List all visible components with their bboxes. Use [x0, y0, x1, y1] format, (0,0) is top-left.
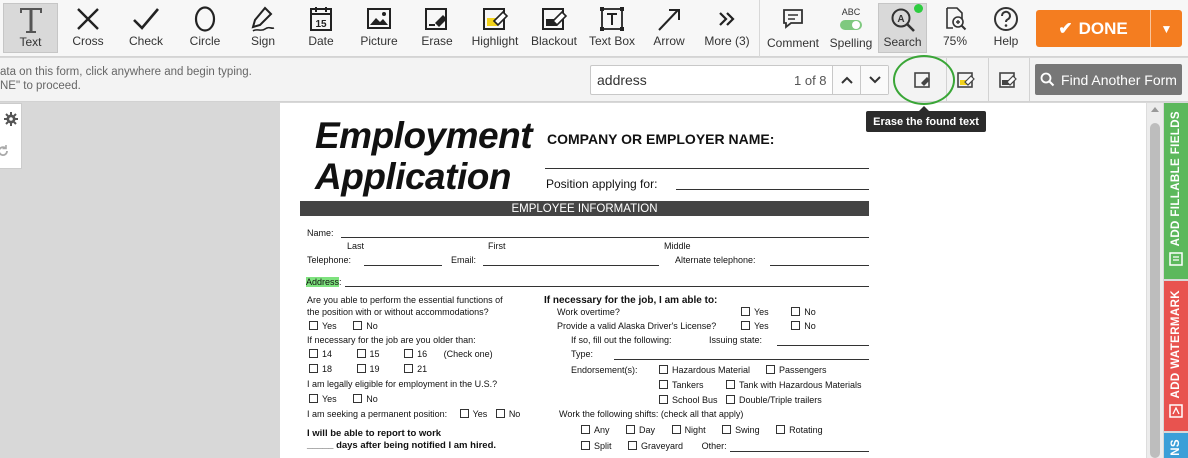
text-tool-button[interactable] [3, 3, 58, 53]
more-tools-button[interactable] [700, 3, 754, 53]
no-label: No [366, 394, 378, 404]
endorsement-label: Hazardous Material [672, 365, 751, 375]
add-watermark-label: ADD WATERMARK [1170, 289, 1182, 399]
cross-tool-button[interactable] [62, 3, 114, 53]
text-box-tool-button[interactable] [586, 3, 638, 53]
fillable-fields-icon [1169, 252, 1183, 271]
search-bar-row [0, 58, 1188, 102]
blackout-icon [540, 3, 568, 35]
checkbox[interactable] [309, 394, 318, 403]
tool-label: Text [19, 35, 42, 49]
highlight-tool-button[interactable] [468, 3, 522, 53]
left-tool-panel [0, 103, 22, 169]
comment-icon [781, 3, 805, 35]
date-tool-button[interactable] [295, 3, 347, 53]
hint-line-2: NE" to proceed. [0, 80, 81, 92]
form-title-line-1: Employment [315, 115, 533, 156]
checkbox[interactable] [741, 307, 750, 316]
check-tool-button[interactable] [120, 3, 172, 53]
zoom-button[interactable] [932, 3, 978, 53]
address-line [345, 286, 869, 287]
permanent-row [307, 409, 520, 419]
previous-match-button[interactable] [832, 66, 860, 94]
issuing-state-line [777, 345, 869, 346]
instructions-hint [0, 65, 252, 93]
blackout-found-text-button[interactable] [992, 64, 1024, 96]
done-divider [1150, 10, 1151, 47]
tool-label: Text Box [588, 34, 636, 48]
license-options [741, 321, 816, 331]
sign-pen-icon [249, 3, 277, 35]
tool-label: Blackout [530, 34, 578, 48]
caret-down-icon: ▼ [1160, 21, 1173, 36]
overtime-question: Work overtime? [557, 307, 620, 317]
email-label: Email: [451, 255, 477, 265]
arrow-tool-button[interactable] [643, 3, 695, 53]
done-button[interactable] [1036, 10, 1182, 47]
spelling-toggle[interactable] [826, 3, 876, 53]
endorsement-option [726, 380, 862, 390]
checkbox[interactable] [791, 307, 800, 316]
endorsement-label: Tankers [672, 380, 704, 390]
next-match-button[interactable] [860, 66, 888, 94]
spelling-toggle-icon [839, 3, 863, 35]
section-banner [300, 201, 869, 216]
find-another-form-label: Find Another Form [1061, 71, 1177, 88]
toolbar-divider [759, 0, 760, 57]
chevron-double-right-icon [716, 3, 738, 35]
checkbox[interactable] [496, 409, 505, 418]
endorsement-option [659, 380, 704, 390]
endorsement-label: School Bus [672, 395, 718, 405]
shifts-row-2 [581, 441, 727, 451]
yes-label: Yes [322, 321, 337, 331]
position-label: Position applying for: [546, 177, 658, 191]
no-label: No [804, 307, 816, 317]
tool-label: Erase [421, 34, 453, 48]
check-icon: ✔ [1058, 18, 1073, 38]
text-tool-icon [17, 4, 45, 36]
checkbox[interactable] [309, 364, 318, 373]
highlighter-icon [956, 70, 976, 90]
search-tool-button[interactable] [878, 3, 927, 53]
shift-option: Rotating [789, 425, 823, 435]
refresh-icon [0, 144, 10, 158]
report-days-blank: _____ [307, 440, 334, 451]
divider [1029, 58, 1030, 102]
telephone-label: Telephone: [307, 255, 352, 265]
zoom-label: 75% [942, 34, 968, 48]
first-name-caption: First [488, 241, 506, 251]
age-option: 15 [369, 349, 380, 359]
done-main-area[interactable] [1036, 10, 1150, 47]
license-question: Provide a valid Alaska Driver's License? [557, 321, 717, 331]
checkbox[interactable] [404, 349, 413, 358]
issuing-state-label: Issuing state: [709, 335, 763, 345]
circle-tool-button[interactable] [179, 3, 231, 53]
age-options-row-1 [309, 349, 493, 359]
erase-found-text-tooltip [866, 111, 986, 132]
add-watermark-tab[interactable] [1164, 281, 1188, 431]
other-shift-line [730, 451, 869, 452]
search-field [590, 65, 889, 95]
picture-tool-button[interactable] [352, 3, 406, 53]
cross-icon [75, 3, 101, 35]
gear-icon [4, 112, 18, 126]
search-icon [1040, 72, 1055, 87]
checkbox[interactable] [353, 321, 362, 330]
yes-label: Yes [754, 307, 769, 317]
hint-line-1: ata on this form, click anywhere and begin typing. [0, 66, 252, 78]
type-label: Type: [571, 349, 594, 359]
tool-label: Check [128, 34, 163, 48]
circle-icon [192, 3, 218, 35]
checkbox[interactable] [726, 380, 735, 389]
third-side-tab-label: NS [1170, 439, 1182, 456]
search-input[interactable] [597, 70, 787, 90]
no-label: No [508, 409, 521, 419]
blackout-tool-button[interactable] [527, 3, 581, 53]
annotation-highlight-circle [893, 55, 955, 105]
shift-option: Split [594, 441, 612, 451]
text-box-icon [598, 3, 626, 35]
checkbox[interactable] [766, 365, 775, 374]
settings-gear-button[interactable] [4, 112, 18, 131]
scrollbar-thumb[interactable] [1150, 123, 1160, 458]
checkbox[interactable] [581, 425, 590, 434]
essential-question-line-1: Are you able to perform the essential functions of [307, 295, 503, 305]
report-line-2-text: days after being notified I am hired. [336, 440, 497, 451]
check-one-note: (Check one) [443, 349, 493, 359]
form-title-line-2: Application [315, 156, 511, 197]
endorsement-label: Double/Triple trailers [739, 395, 822, 405]
help-icon [992, 3, 1020, 35]
shifts-question: Work the following shifts: (check all that apply) [559, 409, 744, 419]
spelling-badge: ABC [841, 7, 861, 17]
chevron-up-icon [841, 76, 853, 84]
tooltip-text: Erase the found text [873, 115, 979, 128]
checkbox[interactable] [309, 349, 318, 358]
comment-button[interactable] [765, 3, 821, 53]
arrow-icon [655, 3, 683, 35]
age-option: 14 [322, 349, 333, 359]
permanent-question: I am seeking a permanent position: [307, 409, 448, 419]
older-question: If necessary for the job are you older than: [307, 335, 476, 345]
vertical-scrollbar[interactable] [1146, 103, 1163, 458]
checkbox[interactable] [309, 321, 318, 330]
tool-label: Date [308, 34, 334, 48]
checkbox[interactable] [659, 365, 668, 374]
search-icon [889, 4, 917, 36]
essential-question-line-2: the position with or without accommodations? [307, 307, 489, 317]
essential-options [309, 321, 378, 331]
endorsements-label: Endorsement(s): [571, 365, 638, 375]
shift-option: Any [594, 425, 610, 435]
report-line-1: I will be able to report to work [307, 428, 442, 439]
zoom-in-icon [943, 3, 967, 35]
checkbox[interactable] [722, 425, 731, 434]
no-label: No [366, 321, 378, 331]
endorsement-option [659, 395, 718, 405]
help-label: Help [993, 34, 1019, 48]
address-search-match: Address [306, 277, 340, 287]
position-line [676, 189, 869, 190]
report-line-2 [307, 440, 496, 451]
checkbox[interactable] [357, 349, 366, 358]
yes-label: Yes [472, 409, 488, 419]
checkbox[interactable] [776, 425, 785, 434]
middle-name-caption: Middle [664, 241, 691, 251]
sign-tool-button[interactable] [237, 3, 289, 53]
email-line [483, 265, 659, 266]
done-label: DONE [1078, 18, 1128, 38]
checkbox[interactable] [628, 441, 637, 450]
checkbox[interactable] [726, 395, 735, 404]
watermark-icon [1169, 404, 1183, 423]
company-label: COMPANY OR EMPLOYER NAME: [547, 131, 775, 147]
search-tool-label: Search [883, 35, 922, 49]
if-so-label: If so, fill out the following: [571, 335, 672, 345]
last-name-caption: Last [347, 241, 365, 251]
erase-tool-button[interactable] [411, 3, 463, 53]
main-toolbar [0, 0, 1188, 57]
yes-label: Yes [322, 394, 337, 404]
checkbox[interactable] [404, 364, 413, 373]
done-dropdown-button[interactable] [1151, 10, 1182, 47]
shift-option: Night [684, 425, 706, 435]
endorsement-option [726, 395, 822, 405]
endorsement-label: Passengers [779, 365, 827, 375]
company-name-line [545, 168, 869, 169]
checkbox[interactable] [672, 425, 681, 434]
tool-label: Sign [250, 34, 276, 48]
checkbox[interactable] [659, 395, 668, 404]
name-line [341, 237, 869, 238]
scroll-up-arrow-icon[interactable] [1151, 107, 1159, 112]
blackout-icon [998, 70, 1018, 90]
picture-icon [365, 3, 393, 35]
add-fillable-fields-tab[interactable] [1164, 103, 1188, 279]
age-options-row-2 [309, 364, 427, 374]
help-button[interactable] [983, 3, 1029, 53]
tool-label: More (3) [704, 34, 750, 48]
checkbox[interactable] [741, 321, 750, 330]
tool-label: Arrow [653, 34, 685, 48]
tool-label: Circle [189, 34, 221, 48]
overtime-options [741, 307, 816, 317]
match-count: 1 of 8 [794, 73, 827, 88]
checkbox[interactable] [581, 441, 590, 450]
yes-label: Yes [754, 321, 769, 331]
status-dot [914, 4, 923, 13]
age-option: 19 [369, 364, 380, 374]
section-banner-label: EMPLOYEE INFORMATION [511, 202, 658, 215]
shift-option: Day [639, 425, 656, 435]
shift-option: Graveyard [641, 441, 684, 451]
checkbox[interactable] [460, 409, 469, 418]
telephone-line [364, 265, 442, 266]
name-label: Name: [307, 228, 334, 238]
endorsement-label: Tank with Hazardous Materials [739, 380, 862, 390]
address-row [306, 277, 342, 287]
tool-label: Picture [360, 34, 398, 48]
endorsement-option [659, 365, 750, 375]
checkbox[interactable] [353, 394, 362, 403]
spelling-label: Spelling [829, 36, 873, 50]
age-option: 16 [417, 349, 428, 359]
checkbox[interactable] [791, 321, 800, 330]
check-icon [132, 3, 160, 35]
type-line [614, 359, 869, 360]
able-header: If necessary for the job, I am able to: [544, 295, 718, 306]
checkbox[interactable] [357, 364, 366, 373]
third-side-tab[interactable] [1164, 433, 1188, 458]
checkbox[interactable] [659, 380, 668, 389]
endorsement-option [766, 365, 827, 375]
age-option: 21 [417, 364, 428, 374]
eraser-icon [423, 3, 451, 35]
alt-phone-line [770, 265, 869, 266]
address-colon: : [339, 277, 342, 287]
rotate-button[interactable] [0, 144, 10, 163]
no-label: No [804, 321, 816, 331]
checkbox[interactable] [626, 425, 635, 434]
other-shift-label: Other: [701, 441, 727, 451]
tool-label: Cross [72, 34, 104, 48]
svg-text:15: 15 [315, 19, 327, 30]
divider [988, 58, 989, 102]
tool-label: Highlight [471, 34, 519, 48]
document-page[interactable] [280, 103, 1146, 458]
eligible-options [309, 394, 378, 404]
chevron-down-icon [869, 76, 881, 84]
shift-option: Swing [735, 425, 760, 435]
svg-text:A: A [896, 14, 905, 25]
add-fillable-fields-label: ADD FILLABLE FIELDS [1170, 111, 1182, 247]
eligible-question: I am legally eligible for employment in the U.S.? [307, 379, 498, 389]
find-another-form-button[interactable] [1035, 64, 1182, 95]
alt-phone-label: Alternate telephone: [675, 255, 756, 265]
age-option: 18 [322, 364, 333, 374]
calendar-icon [308, 3, 334, 35]
shifts-row-1 [581, 425, 823, 435]
highlighter-icon [481, 3, 509, 35]
employment-form [280, 103, 1146, 458]
comment-label: Comment [766, 36, 819, 50]
